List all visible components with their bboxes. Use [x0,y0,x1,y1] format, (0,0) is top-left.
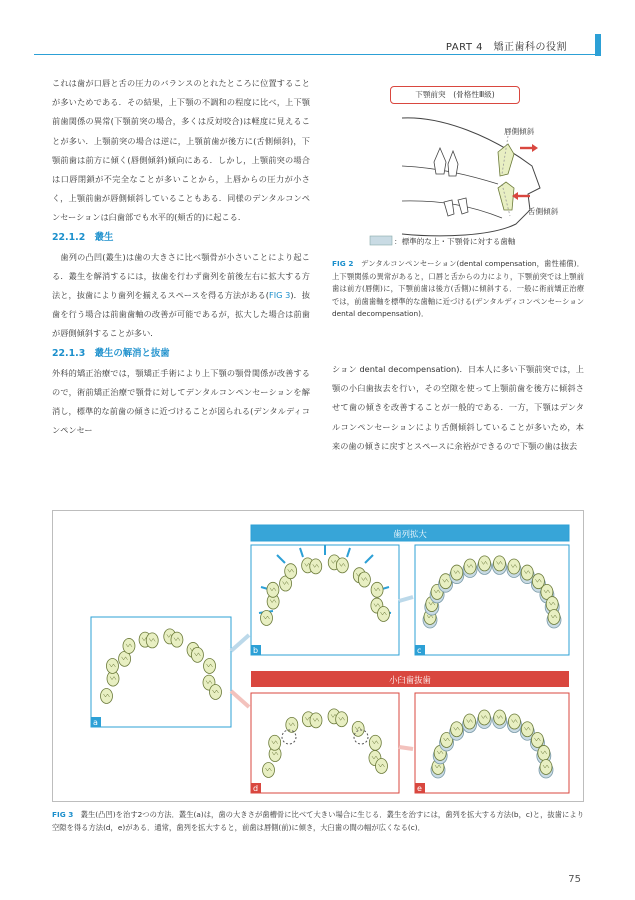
part-title: PART 4 矯正歯科の役割 [445,42,567,53]
left-column [52,74,310,440]
panel-tag-a: a [93,718,98,727]
tooth [210,685,222,700]
fig2-illustration [332,76,584,252]
panel-tag-e: e [417,784,422,793]
tooth [479,556,491,571]
panel-tag-b: b [253,646,259,655]
legend-swatch [370,236,392,245]
banner-expand-text: 歯列拡大 [393,529,427,539]
section-heading: 22.1.3 叢生の解消と抜歯 [52,347,170,359]
tooth [371,582,383,597]
figure-reference-link[interactable]: FIG 3 [268,290,291,301]
tooth [310,713,322,728]
connector-arrow-b [231,635,249,651]
tooth [336,712,348,727]
right-column [332,360,584,456]
text-run: 歯列の凸凹(叢生)は歯の大きさに比べ顎骨が小さいことにより起こる．叢生を解消するには，抜歯を行わず歯列を前後左右に拡大する方法と，抜歯により歯列を揃えるスペースを得る方法がある( [52,251,310,301]
connector-arrow-e [399,747,413,749]
fig2-caption-text: デンタルコンペンセーション(dental compensation，歯性補償)．上下顎関係の異常があると，口唇と舌からの力により，下顎前突では上顎前歯は前方(唇側)に，下顎前歯は後方(舌側)に傾斜する．一般に術前矯正治療では，前歯歯軸を標準的な歯軸に近づける(デンタルディコンペンセーション dental decompensation)． [332,259,584,319]
tooth [478,710,490,725]
tooth [352,721,364,736]
tooth [204,658,216,673]
text-run: )．抜歯を行う場合は前歯歯軸の改善が可能であるが，拡大した場合は前歯が唇側傾斜することが多い． [52,290,310,339]
body-paragraph: これは歯が口唇と舌の圧力のバランスのとれたところに位置することが多いためである．その結果，上下顎の不調和の程度に比べ，上下顎前歯関係の異常(下顎前突の場合，多くは反対咬合)は軽度に見えることが多い．上顎前突の場合は逆に，上顎前歯が後方に(舌側傾斜)，下顎前歯は前方に傾く(唇側傾斜)傾向にある．しかし，上顎前突の場合は口唇閉鎖が不完全なことが多いことから，上唇からの圧力が小さく，上顎前歯が唇側傾斜していることもある．同様のデンタルコンペンセーションは臼歯部でも水平的(頬舌的)に起こる． [52,78,310,223]
page-header [34,30,601,56]
tooth [336,558,348,573]
tooth [101,689,113,704]
tooth [146,633,158,648]
tooth [261,611,273,626]
tooth [531,732,543,747]
header-accent [595,34,601,56]
tooth [451,565,463,580]
tooth [464,559,476,574]
fig2-caption [332,258,584,321]
tooth [369,735,381,750]
tooth [451,722,463,737]
tooth [464,714,476,729]
tooth [285,564,297,579]
tooth [171,632,183,647]
connector-arrow-d [231,691,249,707]
fig3-caption [52,808,584,834]
fig2-label: FIG 2 [332,259,354,268]
fig3-figure [52,510,584,802]
connector-arrow-c [399,597,413,601]
fig3-label: FIG 3 [52,810,74,819]
tooth [269,735,281,750]
fig2-title: 下顎前突 (骨格性Ⅲ級) [390,86,520,104]
tooth [521,565,533,580]
tooth [106,658,118,673]
body-paragraph: ション dental decompensation)．日本人に多い下顎前突では，上顎の小臼歯抜去を行い，その空隙を使って上顎前歯を後方に傾斜させて歯の傾きを改善することが一般的である．一方，下顎はデンタルコンペンセーションにより舌側傾斜していることが多いため，本来の歯の傾きに戻すとスペースに余裕ができるので下顎の歯は抜去 [332,364,584,451]
tooth [540,760,552,775]
tooth [310,559,322,574]
body-paragraph [52,248,310,344]
label-lingual: 舌側傾斜 [528,207,559,216]
panel-tag-d: d [253,784,259,793]
section-heading: 22.1.2 叢生 [52,231,114,243]
tooth [546,597,558,612]
header-rule [34,54,601,55]
tooth [123,638,135,653]
panel-tag-c: c [417,646,422,655]
lower-incisor [498,182,514,210]
tooth [376,759,388,774]
tooth [508,714,520,729]
fig3-caption-text: 叢生(凸凹)を治す2つの方法．叢生(a)は，歯の大きさが歯槽骨に比べて大きい場合に生じる．叢生を治すには，歯列を拡大する方法(b，c)と，抜歯により空隙を得る方法(d，e)がある．通常，歯列を拡大すると，前歯は唇側(前)に傾き，大臼歯の間の幅が広くなる(c)． [52,810,584,832]
tooth [521,722,533,737]
label-labial: 唇側傾斜 [504,127,535,136]
tooth [263,763,275,778]
body-paragraph: 外科的矯正治療では，顎矯正手術により上下顎の顎骨関係が改善するので，術前矯正治療で顎骨に対してデンタルコンペンセーションを解消し，標準的な前歯の傾きに近づけることが図られる(デンタルディコンペンセー [52,367,310,436]
tooth [191,647,203,662]
tooth [548,610,560,625]
tooth [508,559,520,574]
tooth [267,582,279,597]
tooth [286,717,298,732]
tooth [358,572,370,587]
legend-text: ：標準的な上・下顎骨に対する歯軸 [394,237,516,246]
tooth [538,745,550,760]
tooth [378,607,390,622]
fig3-diagram [53,511,583,801]
banner-extract-text: 小臼歯抜歯 [389,675,431,685]
page-number: 75 [568,874,581,885]
tooth [494,710,506,725]
tooth [493,556,505,571]
